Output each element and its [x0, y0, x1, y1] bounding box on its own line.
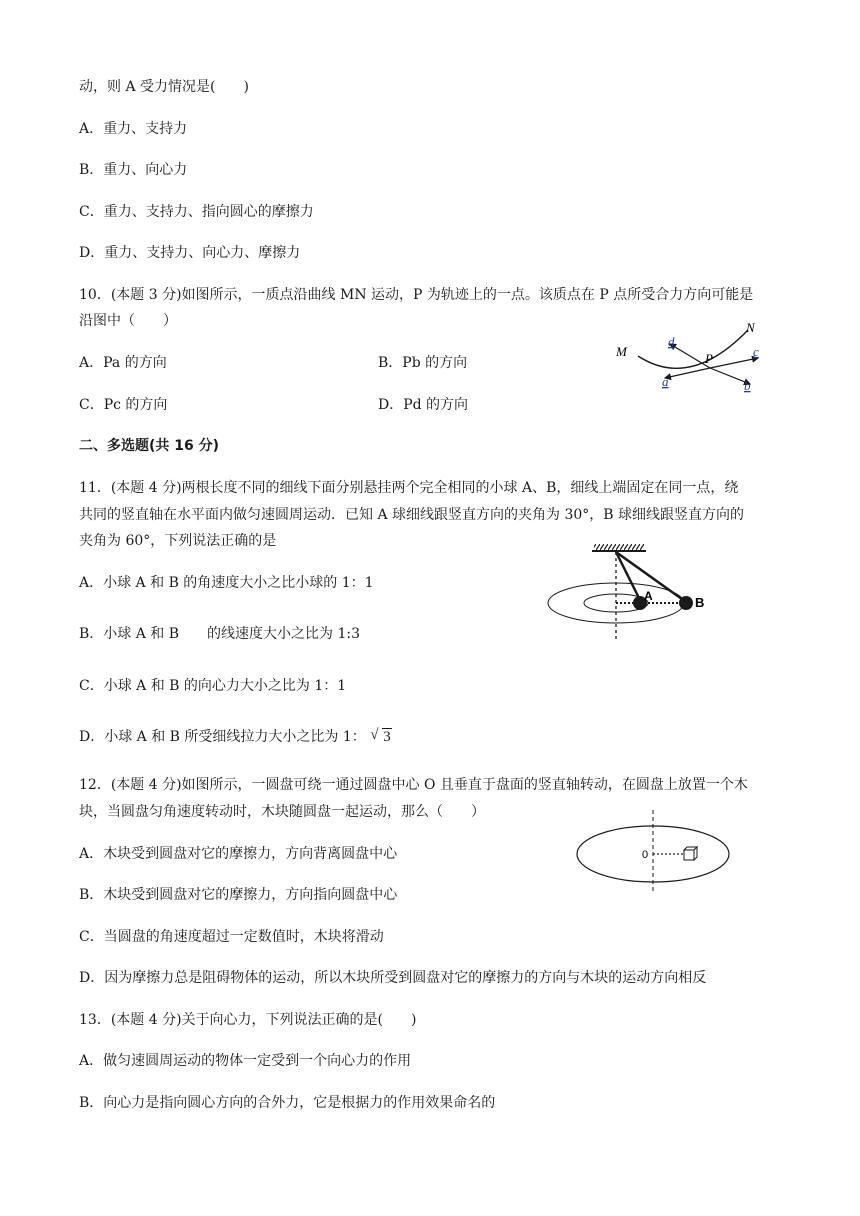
q9-option-b: B．重力、向心力: [79, 162, 188, 178]
q10-option-a: A．Pa 的方向: [79, 355, 167, 371]
q10-label-d: d: [668, 334, 675, 349]
q10-arrow-pc: [710, 358, 758, 368]
q12-option-c: C．当圆盘的角速度超过一定数值时，木块将滑动: [79, 929, 384, 945]
wooden-block: [684, 847, 697, 860]
section-title-multiple-choice: 二、多选题(共 16 分): [79, 438, 220, 454]
q10-trajectory-curve: [638, 330, 748, 368]
q10-option-c: C．Pc 的方向: [79, 397, 168, 413]
q11-stem-line2: 共同的竖直轴在水平面内做匀速圆周运动．已知 A 球细线跟竖直方向的夹角为 30°，B 球细线跟竖直方向的: [79, 507, 745, 523]
q10-stem-line2: 沿图中（ ）: [79, 313, 177, 329]
q10-label-b: b: [744, 378, 751, 393]
q12-option-a: A．木块受到圆盘对它的摩擦力，方向背离圆盘中心: [79, 846, 398, 862]
q10-label-m: M: [616, 344, 627, 359]
ball-b: [679, 596, 693, 610]
q10-label-c: c: [753, 344, 759, 359]
q11-stem-line3: 夹角为 60°，下列说法正确的是: [79, 533, 277, 549]
q12-stem-line1: 12．(本题 4 分)如图所示，一圆盘可绕一通过圆盘中心 O 且垂直于盘面的竖直轴转动，在圆盘上放置一个木: [79, 777, 748, 793]
q13-option-b: B．向心力是指向圆心方向的合外力，它是根据力的作用效果命名的: [79, 1095, 496, 1111]
q10-label-a: a: [662, 374, 669, 389]
q10-stem-line1: 10．(本题 3 分)如图所示，一质点沿曲线 MN 运动，P 为轨迹上的一点。该质点在 P 点所受合力方向可能是: [79, 287, 754, 303]
ball-a-label: A: [644, 589, 653, 603]
q10-curve-figure: [610, 318, 770, 394]
ball-b-label: B: [695, 595, 705, 610]
q10-arrow-pd: [670, 344, 710, 368]
q9-option-d: D．重力、支持力、向心力、摩擦力: [79, 245, 301, 261]
q11-option-c: C．小球 A 和 B 的向心力大小之比为 1：1: [79, 678, 347, 694]
q9-option-a: A．重力、支持力: [79, 121, 188, 137]
q13-stem: 13．(本题 4 分)关于向心力，下列说法正确的是( ): [79, 1012, 417, 1028]
q11-stem-line1: 11．(本题 4 分)两根长度不同的细线下面分别悬挂两个完全相同的小球 A、B，细线上端固定在同一点，绕: [79, 480, 739, 496]
q11-option-a: A．小球 A 和 B 的角速度大小之比小球的 1：1: [79, 575, 374, 591]
q11-conical-pendulum-figure: [540, 544, 740, 644]
sqrt-value: 3: [383, 729, 391, 745]
q12-stem-line2: 块，当圆盘匀角速度转动时，木块随圆盘一起运动，那么（ ）: [79, 804, 485, 820]
q13-option-a: A．做匀速圆周运动的物体一定受到一个向心力的作用: [79, 1053, 412, 1069]
q11-option-d: [79, 727, 392, 747]
q11-option-b: B．小球 A 和 B 的线速度大小之比为 1:3: [79, 626, 361, 642]
q10-option-b: B．Pb 的方向: [378, 355, 468, 371]
center-label-o: 0: [642, 849, 649, 861]
q10-option-d: D．Pd 的方向: [378, 397, 469, 413]
q9-option-c: C．重力、支持力、指向圆心的摩擦力: [79, 204, 314, 220]
q10-label-n: N: [746, 320, 755, 335]
ceiling-hatch: [594, 544, 644, 550]
q9-stem-tail: 动，则 A 受力情况是( ): [79, 79, 249, 95]
q10-arrow-pa: [665, 368, 710, 378]
sqrt-symbol: √ 3: [370, 727, 391, 745]
q11-option-d-text: D．小球 A 和 B 所受细线拉力大小之比为 1：: [79, 729, 366, 745]
q10-label-p: P: [705, 351, 713, 366]
q12-option-b: B．木块受到圆盘对它的摩擦力，方向指向圆盘中心: [79, 887, 398, 903]
q12-disk-figure: [574, 810, 734, 894]
q12-option-d: D．因为摩擦力总是阻碍物体的运动，所以木块所受到圆盘对它的摩擦力的方向与木块的运动方向相反: [79, 970, 707, 986]
